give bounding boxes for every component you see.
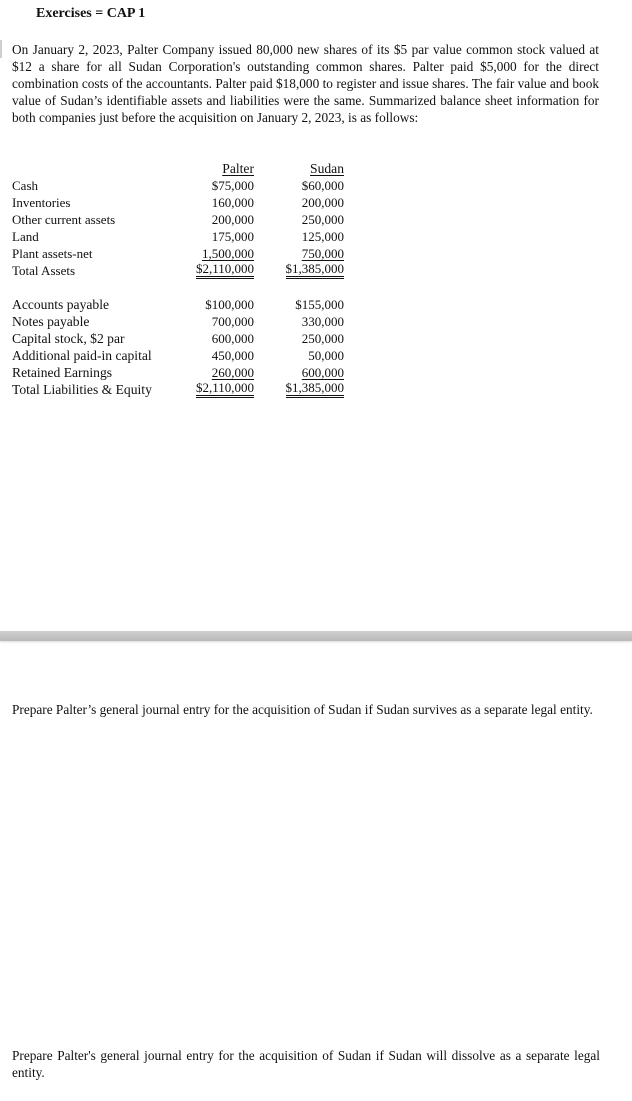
row-label: Plant assets-net (12, 246, 93, 261)
row-label: Capital stock, $2 par (12, 331, 125, 346)
table-row (0, 364, 632, 381)
sudan-value: $155,000 (295, 297, 344, 312)
sudan-value: 330,000 (301, 314, 344, 329)
header-sudan: Sudan (310, 161, 344, 176)
row-label: Total Assets (12, 263, 76, 278)
palter-value: 1,500,000 (202, 246, 254, 261)
table-row (0, 177, 632, 194)
total-liabilities-equity-row (0, 381, 632, 398)
table-row (0, 313, 632, 330)
row-label: Land (12, 229, 39, 244)
palter-total: $2,110,000 (196, 262, 254, 279)
sudan-value: 125,000 (301, 229, 344, 244)
row-label: Cash (12, 178, 38, 193)
palter-value: 600,000 (211, 331, 254, 346)
table-row (0, 194, 632, 211)
palter-total: $2,110,000 (196, 381, 254, 398)
question-1-text: Prepare Palter’s general journal entry for the acquisition of Sudan if Sudan survives as a separate legal entity. (12, 702, 593, 717)
table-row (0, 211, 632, 228)
table-row (0, 347, 632, 364)
header-palter: Palter (222, 161, 254, 176)
row-label: Accounts payable (12, 297, 110, 312)
table-row (0, 228, 632, 245)
table-row (0, 296, 632, 313)
row-label: Additional paid-in capital (12, 348, 152, 363)
section-divider (0, 631, 632, 641)
palter-value: 160,000 (211, 195, 254, 210)
sudan-value: 50,000 (308, 348, 344, 363)
palter-value: 260,000 (211, 365, 254, 380)
sudan-total: $1,385,000 (286, 381, 345, 398)
sudan-value: 200,000 (301, 195, 344, 210)
sudan-value: 750,000 (301, 246, 344, 261)
row-label: Other current assets (12, 212, 116, 227)
sudan-value: 250,000 (301, 212, 344, 227)
sudan-value: $60,000 (301, 178, 344, 193)
palter-value: $75,000 (211, 178, 254, 193)
sudan-value: 600,000 (301, 365, 344, 380)
problem-text: On January 2, 2023, Palter Company issued 80,000 new shares of its $5 par value common stock valued at $12 a share for all Sudan Corporation's outstanding common shares. Palter paid $5,000 for the direct combination costs of the accountants. Palter paid $18,000 to register and issue shares. The fair value and book value of Sudan’s identifiable assets and liabilities were the same. Summarized balance sheet information for both companies just before the acquisition on January 2, 2023, is as follows: (12, 42, 599, 126)
margin-marker (0, 40, 2, 58)
table-row (0, 245, 632, 262)
table-header-row (0, 160, 632, 177)
palter-value: 450,000 (211, 348, 254, 363)
palter-value: 175,000 (211, 229, 254, 244)
palter-value: 200,000 (211, 212, 254, 227)
row-label: Notes payable (12, 314, 90, 329)
palter-value: 700,000 (211, 314, 254, 329)
sudan-value: 250,000 (301, 331, 344, 346)
table-row (0, 330, 632, 347)
page-title: Exercises = CAP 1 (36, 6, 146, 21)
row-label: Inventories (12, 195, 71, 210)
sudan-total: $1,385,000 (286, 262, 345, 279)
palter-value: $100,000 (205, 297, 254, 312)
total-assets-row (0, 262, 632, 279)
row-label: Total Liabilities & Equity (12, 382, 152, 397)
question-2-text: Prepare Palter's general journal entry for the acquisition of Sudan if Sudan will dissolve as a separate legal entity. (12, 1048, 600, 1081)
row-label: Retained Earnings (12, 365, 113, 380)
